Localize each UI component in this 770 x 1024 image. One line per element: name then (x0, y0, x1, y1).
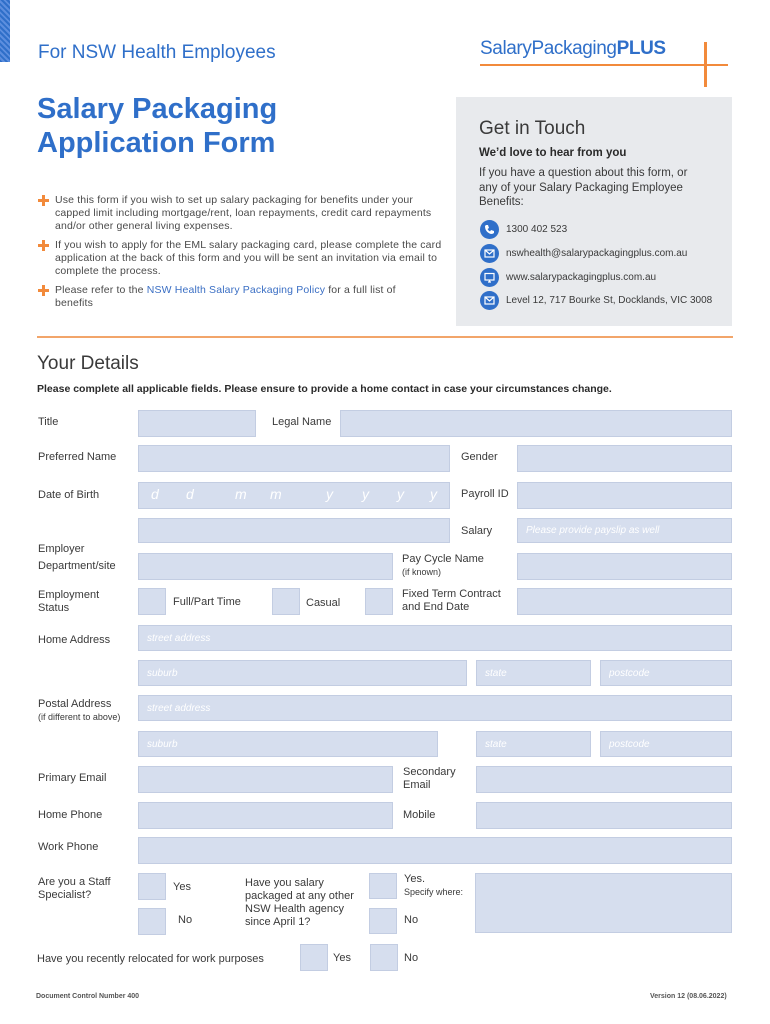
monitor-icon (480, 268, 499, 287)
home-suburb-input[interactable] (139, 661, 466, 685)
bullet-plus-icon (38, 240, 49, 251)
header-subtitle: For NSW Health Employees (38, 42, 276, 63)
postal-address-sublabel: (if different to above) (38, 712, 121, 722)
gender-label: Gender (461, 451, 498, 463)
department-label: Department/site (38, 560, 116, 572)
pay-cycle-sublabel: (if known) (402, 567, 442, 577)
packaged-yes-checkbox[interactable] (369, 873, 397, 899)
contact-subheading: We’d love to hear from you (479, 147, 627, 159)
packaged-label (245, 877, 354, 929)
bullet-text-3 (55, 284, 430, 310)
home-state-input[interactable] (477, 661, 590, 685)
details-instruction: Please complete all applicable fields. Please ensure to provide a home contact in case your circumstances change. (37, 383, 612, 395)
section-divider (37, 336, 733, 338)
home-phone-field[interactable] (138, 802, 393, 829)
payroll-id-field[interactable] (517, 482, 732, 509)
relocated-no-label: No (404, 952, 419, 964)
pay-cycle-label (402, 553, 484, 579)
bullet-text-1: Use this form if you wish to set up salary packaging for benefits under your capped limit including mortgage/rent, loan repayments, credit card repayments and/or other general living expenses. (55, 194, 432, 232)
bullet-plus-icon (38, 195, 49, 206)
title-label: Title (38, 416, 59, 428)
relocated-label: Have you recently relocated for work purposes (37, 953, 264, 965)
staff-specialist-yes-checkbox[interactable] (138, 873, 166, 900)
logo-text-bold: PLUS (616, 38, 666, 59)
packaged-line3: NSW Health agency (245, 903, 345, 915)
salary-label: Salary (461, 525, 493, 537)
casual-checkbox[interactable] (272, 588, 300, 615)
bullet-plus-icon (38, 285, 49, 296)
contact-address: Level 12, 717 Bourke St, Docklands, VIC 3008 (506, 295, 713, 306)
employer-label: Employer (38, 543, 85, 555)
home-postcode-input[interactable] (601, 661, 731, 685)
contact-heading: Get in Touch (479, 118, 586, 139)
end-date-field[interactable] (517, 588, 732, 615)
packaged-yes-text: Yes. (404, 873, 426, 885)
dob-m2: m (270, 486, 282, 502)
postal-street-input[interactable] (139, 696, 731, 720)
edge-strip (0, 0, 10, 62)
details-heading: Your Details (37, 353, 139, 374)
gender-field[interactable] (517, 445, 732, 472)
bullet-text-3-post: for a full list of benefits (55, 284, 396, 309)
packaged-line4: since April 1? (245, 916, 311, 928)
staff-specialist-line1: Are you a Staff (38, 876, 111, 888)
specify-where-field[interactable] (475, 873, 732, 933)
work-phone-field[interactable] (138, 837, 732, 864)
fixed-term-line1: Fixed Term Contract (402, 588, 501, 600)
employment-status-line1: Employment (38, 589, 100, 601)
bullet-text-2: If you wish to apply for the EML salary packaging card, please complete the card application at the back of this form and you will be sent an invitation via email to complete the process. (55, 239, 442, 277)
employment-status-line2: Status (38, 602, 70, 614)
dob-y2: y (362, 486, 369, 502)
home-postcode-field[interactable] (600, 660, 732, 686)
postal-street-field[interactable] (138, 695, 732, 721)
dob-y4: y (430, 486, 437, 502)
bullet-text-3-pre: Please refer to the (55, 284, 147, 296)
page-title (37, 92, 277, 160)
relocated-yes-checkbox[interactable] (300, 944, 328, 971)
staff-specialist-no-checkbox[interactable] (138, 908, 166, 935)
dob-y3: y (397, 486, 404, 502)
postal-state-input[interactable] (477, 732, 590, 756)
mobile-field[interactable] (476, 802, 732, 829)
department-field[interactable] (138, 553, 393, 580)
dob-m1: m (235, 486, 247, 502)
secondary-email-line1: Secondary (403, 766, 456, 778)
staff-specialist-line2: Specialist? (38, 889, 92, 901)
pay-cycle-field[interactable] (517, 553, 732, 580)
preferred-name-label: Preferred Name (38, 451, 117, 463)
preferred-name-field[interactable] (138, 445, 450, 472)
full-part-time-checkbox[interactable] (138, 588, 166, 615)
fixed-term-line2: and End Date (402, 601, 470, 613)
logo-text-regular: SalaryPackaging (480, 38, 617, 59)
page-title-line1: Salary Packaging (37, 93, 278, 125)
home-street-input[interactable] (139, 626, 731, 650)
postal-state-field[interactable] (476, 731, 591, 757)
mobile-label: Mobile (403, 809, 436, 821)
staff-specialist-yes-label: Yes (173, 881, 191, 893)
staff-specialist-no-label: No (178, 914, 193, 926)
packaged-no-label: No (404, 914, 419, 926)
logo-cross-icon (704, 42, 707, 87)
legal-name-label: Legal Name (272, 416, 332, 428)
pay-cycle-label-text: Pay Cycle Name (402, 553, 484, 565)
logo (480, 38, 740, 88)
postal-postcode-input[interactable] (601, 732, 731, 756)
home-address-label: Home Address (38, 634, 111, 646)
primary-email-label: Primary Email (38, 772, 107, 784)
secondary-email-field[interactable] (476, 766, 732, 793)
relocated-yes-label: Yes (333, 952, 351, 964)
contact-phone[interactable]: 1300 402 523 (506, 224, 568, 235)
salary-input[interactable] (518, 519, 731, 542)
logo-underline (480, 64, 728, 66)
postal-address-text: Postal Address (38, 698, 112, 710)
staff-specialist-label (38, 876, 111, 902)
packaged-no-checkbox[interactable] (369, 908, 397, 934)
dob-d1: d (151, 486, 159, 502)
primary-email-field[interactable] (138, 766, 393, 793)
email-icon (480, 244, 499, 263)
doc-control-number: Document Control Number 400 (36, 993, 140, 1000)
employer-field[interactable] (138, 518, 450, 543)
contact-body: If you have a question about this form, or any of your Salary Packaging Employee Benefits: (479, 167, 688, 208)
full-part-time-label: Full/Part Time (173, 596, 241, 608)
specify-where-label: Specify where: (404, 887, 464, 897)
home-street-field[interactable] (138, 625, 732, 651)
policy-link[interactable]: NSW Health Salary Packaging Policy (146, 284, 326, 296)
contact-website[interactable]: www.salarypackagingplus.com.au (506, 272, 657, 283)
postal-postcode-field[interactable] (600, 731, 732, 757)
envelope-icon (480, 291, 499, 310)
postal-suburb-input[interactable] (139, 732, 437, 756)
dob-label: Date of Birth (38, 489, 100, 501)
work-phone-label: Work Phone (38, 841, 99, 853)
postal-address-label (38, 698, 120, 724)
employment-status-label (38, 589, 99, 615)
dob-y1: y (326, 486, 333, 502)
payroll-id-label: Payroll ID (461, 488, 509, 500)
packaged-yes-label (404, 873, 463, 899)
contact-email[interactable]: nswhealth@salarypackagingplus.com.au (506, 248, 688, 259)
home-state-field[interactable] (476, 660, 591, 686)
phone-icon (480, 220, 499, 239)
page-title-line2: Application Form (37, 127, 276, 159)
dob-d2: d (186, 486, 194, 502)
packaged-line2: packaged at any other (245, 890, 354, 902)
relocated-no-checkbox[interactable] (370, 944, 398, 971)
fixed-term-label (402, 588, 501, 614)
postal-suburb-field[interactable] (138, 731, 438, 757)
salary-field[interactable] (517, 518, 732, 543)
fixed-term-checkbox[interactable] (365, 588, 393, 615)
title-field[interactable] (138, 410, 256, 437)
home-suburb-field[interactable] (138, 660, 467, 686)
secondary-email-label (403, 766, 456, 792)
casual-label: Casual (306, 597, 341, 609)
version-text: Version 12 (08.06.2022) (650, 993, 727, 1000)
home-phone-label: Home Phone (38, 809, 103, 821)
secondary-email-line2: Email (403, 779, 431, 791)
packaged-line1: Have you salary (245, 877, 324, 889)
legal-name-field[interactable] (340, 410, 732, 437)
